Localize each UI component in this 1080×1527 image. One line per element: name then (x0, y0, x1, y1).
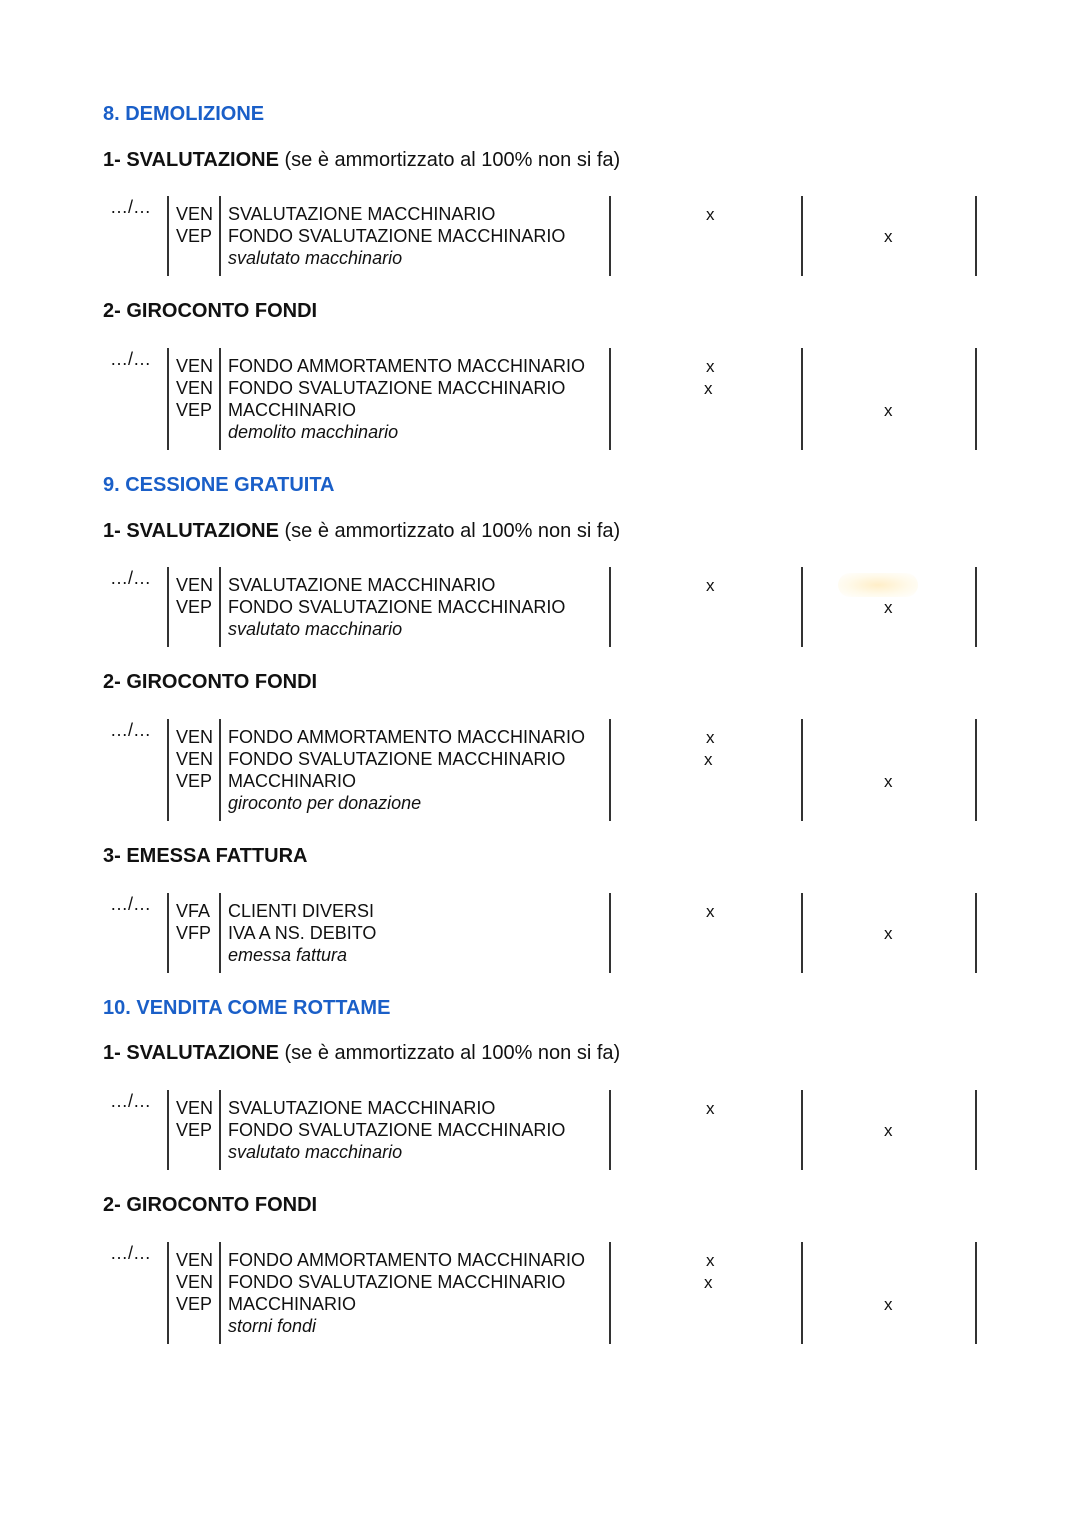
step-label: 2- GIROCONTO FONDI (103, 1194, 318, 1216)
column-divider (801, 893, 803, 973)
step-heading (103, 149, 620, 172)
dare-mark: x (704, 379, 713, 398)
entry-code: VEP (176, 771, 213, 791)
column-divider (167, 567, 169, 647)
column-divider (975, 893, 977, 973)
step-note: (se è ammortizzato al 100% non si fa) (278, 1042, 621, 1064)
smudge-mark (838, 573, 918, 597)
entry-account: FONDO AMMORTAMENTO MACCHINARIO (228, 727, 586, 747)
entry-account: FONDO SVALUTAZIONE MACCHINARIO (228, 749, 566, 769)
column-divider (167, 348, 169, 450)
column-divider (167, 196, 169, 276)
entry-account: FONDO SVALUTAZIONE MACCHINARIO (228, 597, 566, 617)
column-divider (975, 196, 977, 276)
dare-mark: x (706, 576, 715, 595)
step-heading (103, 671, 317, 694)
column-divider (975, 1090, 977, 1170)
column-divider (801, 719, 803, 821)
entry-description: svalutato macchinario (228, 248, 403, 268)
avere-mark: x (884, 598, 893, 617)
step-label: 2- GIROCONTO FONDI (103, 300, 318, 322)
entry-account: MACCHINARIO (228, 400, 357, 420)
entry-code: VEP (176, 597, 213, 617)
entry-code: VEP (176, 1294, 213, 1314)
entry-code: VEN (176, 204, 214, 224)
step-label: 1- SVALUTAZIONE (103, 149, 279, 171)
column-divider (219, 893, 221, 973)
entry-description: emessa fattura (228, 945, 348, 965)
entry-account: SVALUTAZIONE MACCHINARIO (228, 575, 496, 595)
column-divider (609, 1090, 611, 1170)
column-divider (609, 893, 611, 973)
column-divider (219, 196, 221, 276)
avere-mark: x (884, 772, 893, 791)
section-title: 9. CESSIONE GRATUITA (103, 474, 335, 496)
entry-account: FONDO SVALUTAZIONE MACCHINARIO (228, 378, 566, 398)
step-heading (103, 300, 317, 323)
dare-mark: x (706, 728, 715, 747)
entry-date: …/… (110, 720, 152, 740)
entry-date: …/… (110, 349, 152, 369)
entry-account: SVALUTAZIONE MACCHINARIO (228, 204, 496, 224)
entry-account: MACCHINARIO (228, 1294, 357, 1314)
entry-code: VEN (176, 378, 214, 398)
step-heading (103, 520, 620, 543)
entry-account: SVALUTAZIONE MACCHINARIO (228, 1098, 496, 1118)
entry-code: VEN (176, 575, 214, 595)
column-divider (975, 567, 977, 647)
dare-mark: x (706, 1099, 715, 1118)
section-title: 8. DEMOLIZIONE (103, 103, 265, 125)
dare-mark: x (704, 750, 713, 769)
step-heading (103, 1194, 317, 1217)
column-divider (801, 1090, 803, 1170)
entry-account: FONDO SVALUTAZIONE MACCHINARIO (228, 1120, 566, 1140)
column-divider (975, 719, 977, 821)
column-divider (609, 567, 611, 647)
column-divider (609, 719, 611, 821)
column-divider (609, 1242, 611, 1344)
entry-account: MACCHINARIO (228, 771, 357, 791)
column-divider (219, 719, 221, 821)
entry-date: …/… (110, 1091, 152, 1111)
step-note: (se è ammortizzato al 100% non si fa) (278, 149, 621, 171)
entry-account: IVA A NS. DEBITO (228, 923, 377, 943)
entry-account: FONDO AMMORTAMENTO MACCHINARIO (228, 1250, 586, 1270)
entry-code: VEP (176, 400, 213, 420)
entry-description: storni fondi (228, 1316, 317, 1336)
dare-mark: x (706, 205, 715, 224)
entry-code: VEN (176, 727, 214, 747)
entry-date: …/… (110, 568, 152, 588)
entry-code: VEN (176, 1250, 214, 1270)
dare-mark: x (704, 1273, 713, 1292)
column-divider (609, 196, 611, 276)
entry-code: VEN (176, 1098, 214, 1118)
entry-account: FONDO AMMORTAMENTO MACCHINARIO (228, 356, 586, 376)
section-title: 10. VENDITA COME ROTTAME (103, 997, 391, 1019)
column-divider (219, 567, 221, 647)
avere-mark: x (884, 1295, 893, 1314)
step-note: (se è ammortizzato al 100% non si fa) (278, 520, 621, 542)
dare-mark: x (706, 902, 715, 921)
entry-account: FONDO SVALUTAZIONE MACCHINARIO (228, 226, 566, 246)
column-divider (167, 893, 169, 973)
column-divider (219, 1090, 221, 1170)
entry-description: svalutato macchinario (228, 619, 403, 639)
column-divider (801, 567, 803, 647)
entry-description: giroconto per donazione (228, 793, 422, 813)
avere-mark: x (884, 401, 893, 420)
avere-mark: x (884, 227, 893, 246)
entry-date: …/… (110, 894, 152, 914)
column-divider (801, 348, 803, 450)
dare-mark: x (706, 1251, 715, 1270)
column-divider (219, 348, 221, 450)
column-divider (167, 1242, 169, 1344)
column-divider (975, 348, 977, 450)
step-heading (103, 845, 307, 868)
step-heading (103, 1042, 620, 1065)
entry-code: VEN (176, 749, 214, 769)
entry-account: CLIENTI DIVERSI (228, 901, 375, 921)
step-label: 1- SVALUTAZIONE (103, 1042, 279, 1064)
entry-code: VFA (176, 901, 211, 921)
step-label: 2- GIROCONTO FONDI (103, 671, 318, 693)
column-divider (801, 1242, 803, 1344)
column-divider (801, 196, 803, 276)
entry-description: demolito macchinario (228, 422, 399, 442)
column-divider (219, 1242, 221, 1344)
entry-date: …/… (110, 1243, 152, 1263)
entry-account: FONDO SVALUTAZIONE MACCHINARIO (228, 1272, 566, 1292)
column-divider (167, 1090, 169, 1170)
avere-mark: x (884, 1121, 893, 1140)
entry-code: VEP (176, 1120, 213, 1140)
column-divider (609, 348, 611, 450)
entry-description: svalutato macchinario (228, 1142, 403, 1162)
entry-code: VEN (176, 356, 214, 376)
column-divider (167, 719, 169, 821)
step-label: 1- SVALUTAZIONE (103, 520, 279, 542)
column-divider (975, 1242, 977, 1344)
entry-code: VEN (176, 1272, 214, 1292)
entry-code: VEP (176, 226, 213, 246)
dare-mark: x (706, 357, 715, 376)
entry-code: VFP (176, 923, 212, 943)
step-label: 3- EMESSA FATTURA (103, 845, 308, 867)
avere-mark: x (884, 924, 893, 943)
entry-date: …/… (110, 197, 152, 217)
